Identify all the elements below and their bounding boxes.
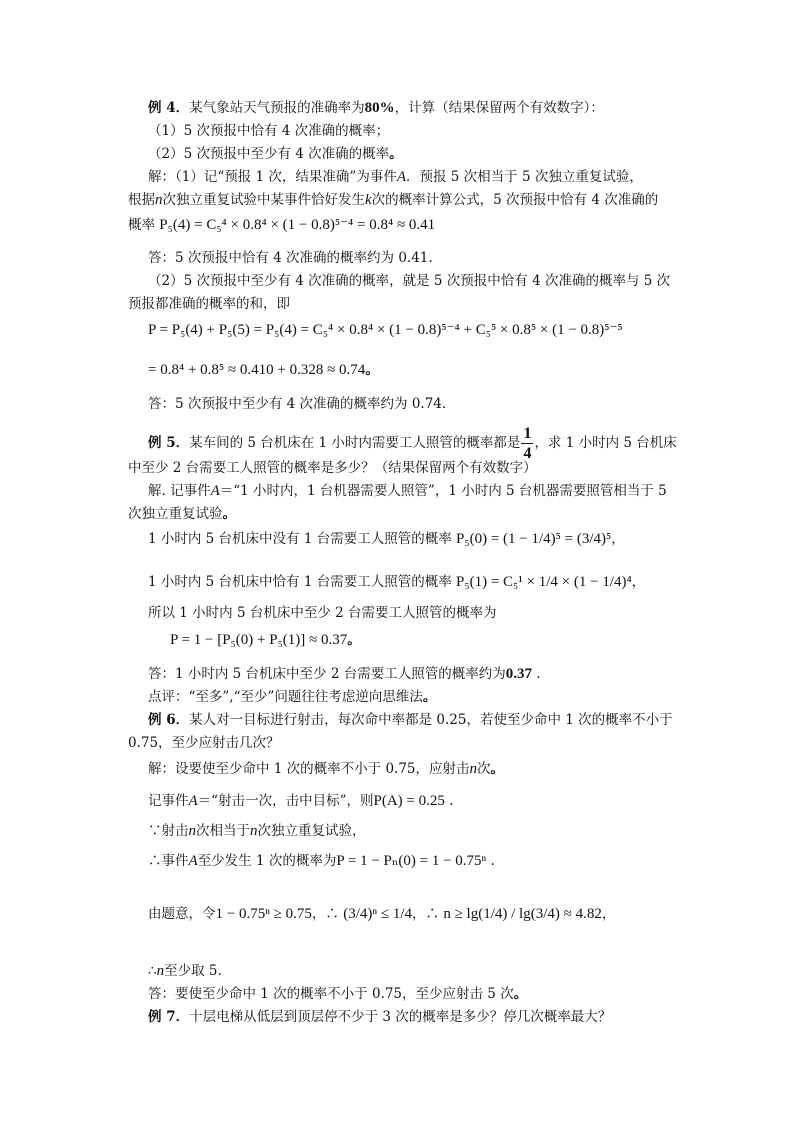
ex4-answer-1: 答：5 次预报中恰有 4 次准确的概率约为 0.41. — [148, 250, 433, 266]
ex6-because-line: ∵射击n次相当于n次独立重复试验， — [148, 823, 366, 839]
ex5-solution-line-1: 解. 记事件A＝“1 小时内，1 台机器需要人照管”，1 小时内 5 台机器需要照管相当于 5 — [148, 483, 667, 499]
ex4-part2-line-1: （2）5 次预报中至少有 4 次准确的概率，就是 5 次预报中恰有 4 次准确的概率与 5 次 — [148, 273, 671, 289]
ex5-formula-p: P = 1 − [P₅(0) + P₅(1)] ≈ 0.37。 — [170, 632, 361, 648]
ex4-formula-2: P = P₅(4) + P₅(5) = P₅(4) = C₅⁴ × 0.8⁴ × (1 − 0.8)⁵⁻⁴ + C₅⁵ × 0.8⁵ × (1 − 0.8)⁵⁻⁵ — [148, 322, 623, 338]
ex6-condition-line: 由题意，令1 − 0.75ⁿ ≥ 0.75，∴ (3/4)ⁿ ≤ 1/4，∴ n ≥ lg(1/4) / lg(3/4) ≈ 4.82， — [148, 906, 616, 922]
ex6-formula-result: n ≥ lg(1/4) / lg(3/4) ≈ 4.82 — [443, 906, 602, 922]
ex4-question-2: （2）5 次预报中至少有 4 次准确的概率。 — [148, 146, 403, 162]
ex6-therefore-line: ∴事件A至少发生 1 次的概率为P = 1 − Pₙ(0) = 1 − 0.75ⁿ . — [148, 853, 495, 869]
ex6-label: 例 6． — [148, 712, 190, 728]
ex4-question-1: （1）5 次预报中恰有 4 次准确的概率； — [148, 123, 390, 139]
ex5-statement: 例 5．某车间的 5 台机床在 1 小时内需要工人照管的概率都是 $\frac{1}{4}$ ，求 1 小时内 5 台机床 — [148, 425, 677, 462]
ex6-formula-ineq2: (3/4)ⁿ ≤ 1/4 — [343, 906, 413, 922]
ex6-formula-p: P = 1 − Pₙ(0) = 1 − 0.75ⁿ — [336, 853, 487, 869]
ex6-statement-line-2: 0.75，至少应射击几次？ — [128, 735, 280, 751]
ex4-statement: 例 4．某气象站天气预报的准确率为80%，计算（结果保留两个有效数字）： — [148, 100, 604, 116]
ex5-label: 例 5． — [148, 435, 190, 451]
ex6-solution-line-1: 解：设要使至少命中 1 次的概率不小于 0.75，应射击n次。 — [148, 761, 505, 777]
ex5-answer: 答：1 小时内 5 台机床中至少 2 台需要工人照管的概率约为0.37 . — [148, 666, 541, 682]
ex4-solution-line-3: 概率 P₅(4) = C₅⁴ × 0.8⁴ × (1 − 0.8)⁵⁻⁴ = 0.8⁴ ≈ 0.41 — [128, 217, 436, 233]
ex5-formula-one: P₅(1) = C₅¹ × 1/4 × (1 − 1/4)⁴ — [456, 574, 632, 590]
ex7-statement: 例 7．十层电梯从低层到顶层停不少于 3 次的概率是多少？停几次概率最大？ — [148, 1009, 612, 1025]
ex5-one-line: 1 小时内 5 台机床中恰有 1 台需要工人照管的概率 P₅(1) = C₅¹ × 1/4 × (1 − 1/4)⁴， — [148, 574, 646, 590]
ex5-formula-none: P₅(0) = (1 − 1/4)⁵ = (3/4)⁵ — [456, 531, 612, 547]
ex4-label: 例 4． — [148, 100, 190, 116]
ex4-part2-line-2: 预报都准确的概率的和，即 — [128, 296, 290, 312]
ex5-fraction: $\frac{1}{4}$ — [523, 425, 532, 462]
ex6-statement: 例 6．某人对一目标进行射击，每次命中率都是 0.25，若使至少命中 1 次的概率不小于 — [148, 712, 673, 728]
ex5-statement-line-2: 中至少 2 台需要工人照管的概率是多少？（结果保留两个有效数字） — [128, 460, 537, 476]
ex4-formula-3: = 0.8⁴ + 0.8⁵ ≈ 0.410 + 0.328 ≈ 0.74。 — [148, 362, 379, 378]
ex6-formula-ineq: 1 − 0.75ⁿ ≥ 0.75 — [215, 906, 312, 922]
ex6-solution-line-2: 记事件A＝“射击一次，击中目标”，则P(A) = 0.25 . — [148, 793, 454, 809]
ex4-formula-1: P₅(4) = C₅⁴ × 0.8⁴ × (1 − 0.8)⁵⁻⁴ = 0.8⁴ ≈ 0.41 — [159, 217, 436, 233]
ex5-comment: 点评：“至多”,“至少”问题往往考虑逆向思维法。 — [148, 689, 437, 705]
ex5-none-line: 1 小时内 5 台机床中没有 1 台需要工人照管的概率 P₅(0) = (1 − 1/4)⁵ = (3/4)⁵， — [148, 531, 625, 547]
ex4-solution-line-1: 解：（1）记“预报 1 次，结果准确”为事件A．预报 5 次相当于 5 次独立重复试验， — [148, 169, 643, 185]
ex4-solution-line-2: 根据n次独立重复试验中某事件恰好发生k次的概率计算公式，5 次预报中恰有 4 次准确的 — [128, 192, 659, 208]
ex6-answer: 答：要使至少命中 1 次的概率不小于 0.75，至少应射击 5 次。 — [148, 986, 528, 1002]
ex5-solution-line-2: 次独立重复试验。 — [128, 506, 236, 522]
ex5-so-line: 所以 1 小时内 5 台机床中至少 2 台需要工人照管的概率为 — [148, 605, 497, 621]
ex6-conclusion: ∴n至少取 5. — [148, 963, 222, 979]
ex4-answer-2: 答：5 次预报中至少有 4 次准确的概率约为 0.74. — [148, 396, 447, 412]
ex7-label: 例 7． — [148, 1009, 190, 1025]
